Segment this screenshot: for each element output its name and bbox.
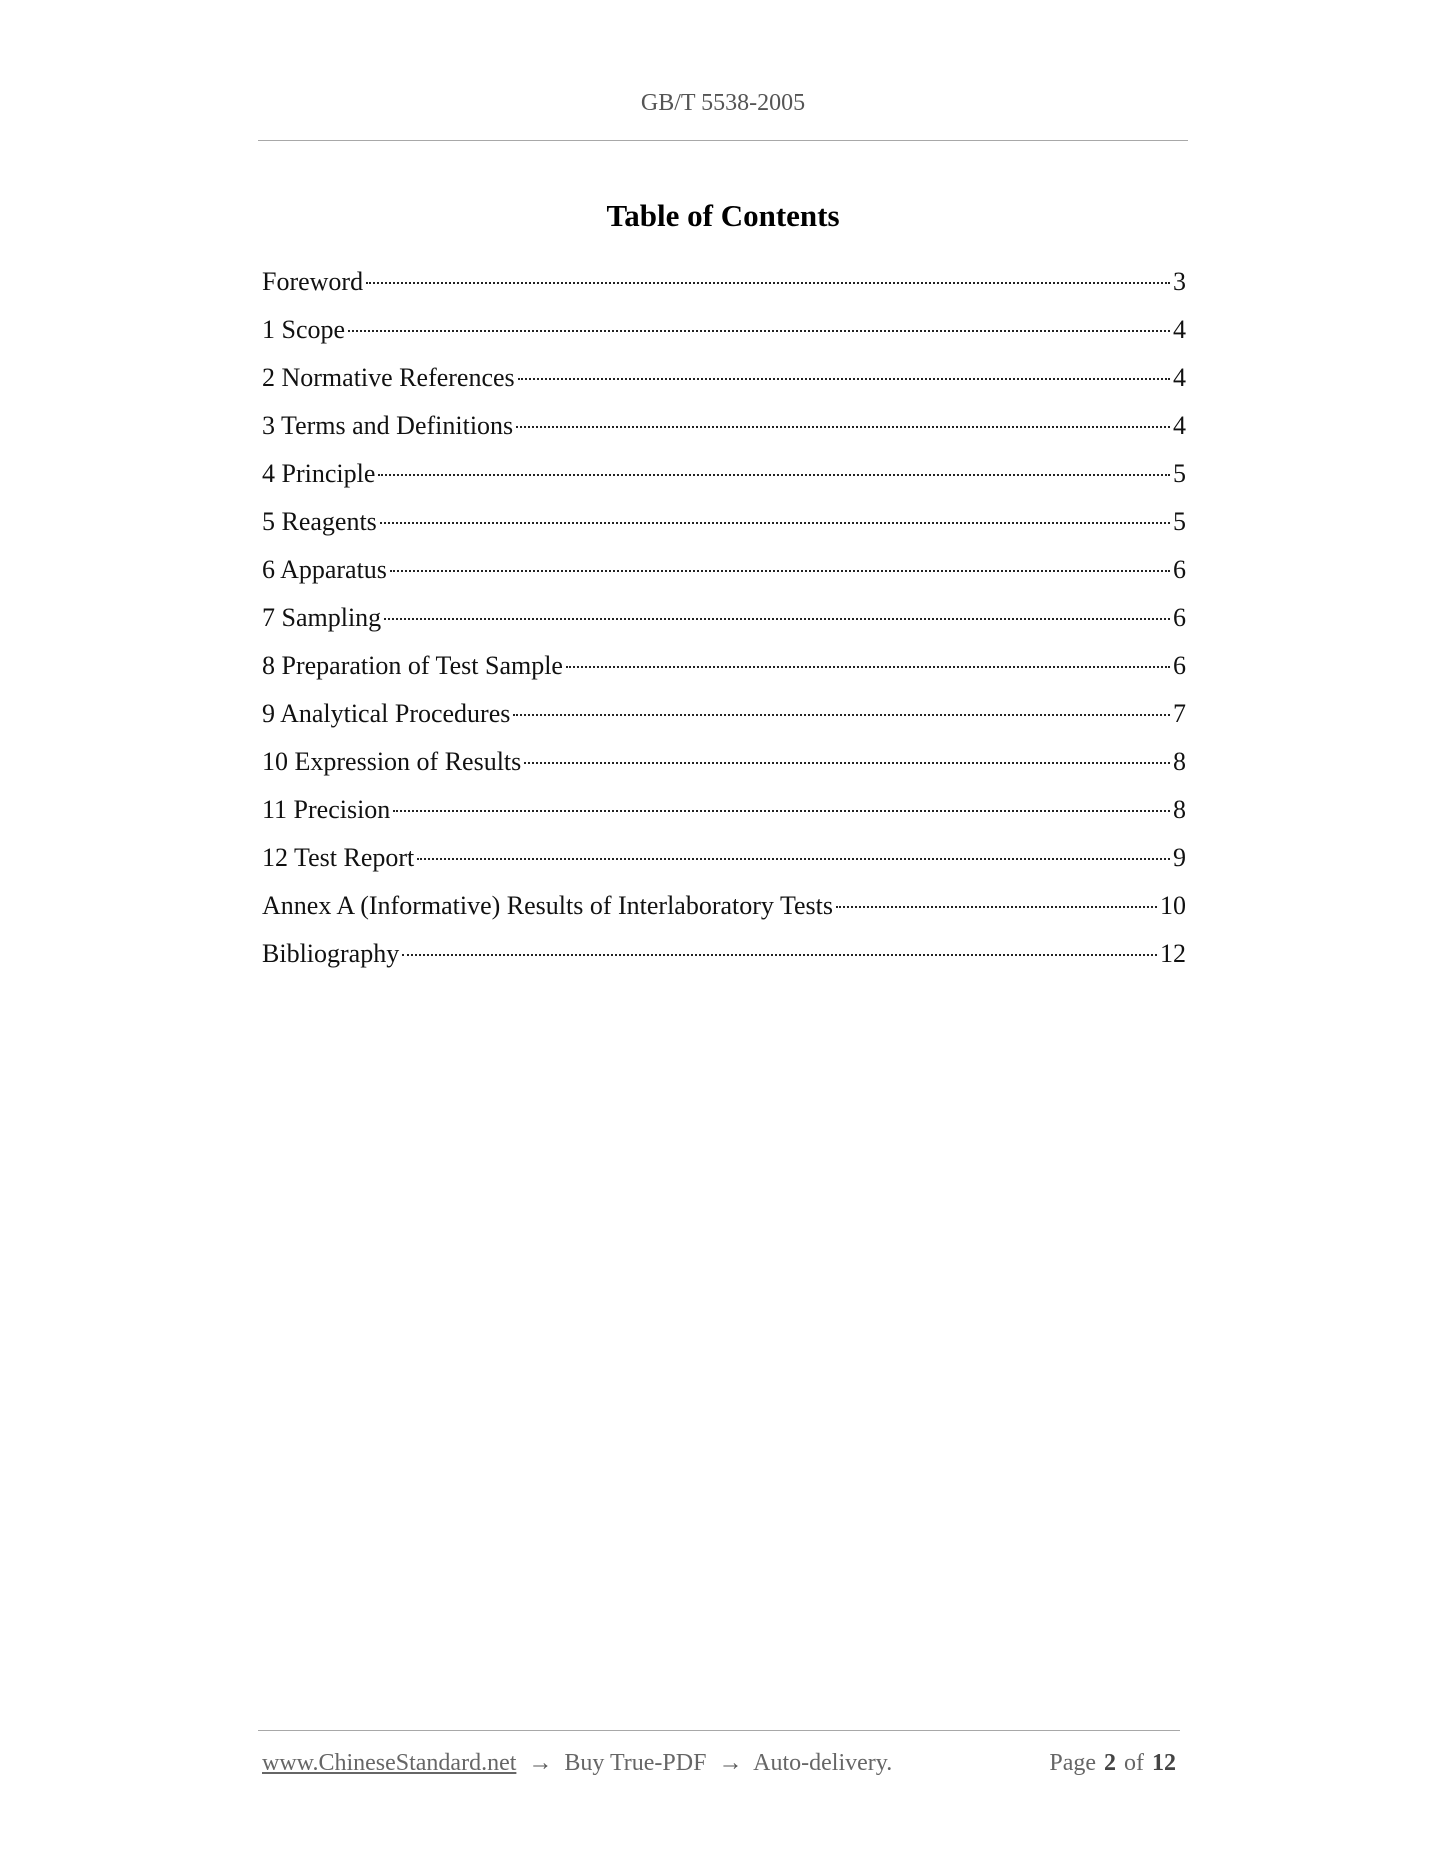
- toc-entry-label: 11 Precision: [262, 795, 391, 824]
- toc-entry-test-report[interactable]: [262, 840, 1186, 888]
- footer-divider: [258, 1730, 1180, 1731]
- toc-entry-label: 10 Expression of Results: [262, 747, 522, 776]
- toc-entry-label: 12 Test Report: [262, 843, 415, 872]
- right-arrow-icon: →: [718, 1750, 743, 1776]
- toc-entry-label: 5 Reagents: [262, 507, 377, 536]
- toc-entry-label: 3 Terms and Definitions: [262, 411, 514, 440]
- toc-entry-label: 6 Apparatus: [262, 555, 387, 584]
- toc-leader-dots: [390, 570, 1170, 572]
- footer-left: [262, 1750, 892, 1777]
- toc-entry-label: 4 Principle: [262, 459, 376, 488]
- toc-entry-label: 7 Sampling: [262, 603, 382, 632]
- page-number: [1049, 1750, 1176, 1777]
- toc-entry-normative-references[interactable]: [262, 360, 1186, 408]
- page-header-code: GB/T 5538-2005: [640, 90, 806, 116]
- toc-entry-bibliography[interactable]: [262, 936, 1186, 984]
- right-arrow-icon: →: [528, 1750, 553, 1776]
- toc-entry-preparation-test-sample[interactable]: [262, 648, 1186, 696]
- toc-entry-page: 6: [1173, 603, 1186, 632]
- toc-entry-terms-definitions[interactable]: [262, 408, 1186, 456]
- toc-entry-expression-results[interactable]: [262, 744, 1186, 792]
- toc-leader-dots: [348, 330, 1170, 332]
- toc-leader-dots: [566, 666, 1170, 668]
- toc-title: Table of Contents: [606, 198, 840, 233]
- of-word: of: [1124, 1750, 1144, 1776]
- toc-leader-dots: [393, 810, 1170, 812]
- toc-entry-label: Foreword: [262, 267, 364, 296]
- toc-leader-dots: [417, 858, 1170, 860]
- toc-leader-dots: [384, 618, 1170, 620]
- toc-entry-label: 8 Preparation of Test Sample: [262, 651, 563, 680]
- toc-entry-page: 7: [1173, 699, 1186, 728]
- toc-entry-label: Annex A (Informative) Results of Interlaboratory Tests: [262, 891, 834, 920]
- toc-entry-foreword[interactable]: [262, 264, 1186, 312]
- toc-entry-page: 10: [1160, 891, 1186, 920]
- toc-leader-dots: [513, 714, 1170, 716]
- total-pages-number: 12: [1152, 1750, 1176, 1776]
- toc-leader-dots: [836, 906, 1157, 908]
- toc-entry-page: 4: [1173, 411, 1186, 440]
- current-page-number: 2: [1104, 1750, 1116, 1776]
- toc-leader-dots: [524, 762, 1170, 764]
- toc-entry-annex-a[interactable]: [262, 888, 1186, 936]
- toc-leader-dots: [380, 522, 1170, 524]
- toc-list: [262, 264, 1186, 984]
- toc-leader-dots: [366, 282, 1170, 284]
- toc-entry-page: 8: [1173, 795, 1186, 824]
- toc-entry-page: 5: [1173, 507, 1186, 536]
- toc-entry-page: 12: [1160, 939, 1186, 968]
- toc-entry-page: 3: [1173, 267, 1186, 296]
- buy-true-pdf-text: Buy True-PDF: [564, 1750, 707, 1776]
- toc-entry-reagents[interactable]: [262, 504, 1186, 552]
- toc-entry-sampling[interactable]: [262, 600, 1186, 648]
- toc-entry-page: 4: [1173, 315, 1186, 344]
- toc-entry-label: 2 Normative References: [262, 363, 515, 392]
- toc-entry-label: Bibliography: [262, 939, 400, 968]
- toc-leader-dots: [402, 954, 1157, 956]
- toc-entry-page: 8: [1173, 747, 1186, 776]
- toc-entry-precision[interactable]: [262, 792, 1186, 840]
- auto-delivery-text: Auto-delivery.: [753, 1750, 893, 1776]
- toc-entry-page: 5: [1173, 459, 1186, 488]
- toc-entry-label: 9 Analytical Procedures: [262, 699, 511, 728]
- toc-entry-page: 9: [1173, 843, 1186, 872]
- toc-leader-dots: [518, 378, 1170, 380]
- toc-entry-principle[interactable]: [262, 456, 1186, 504]
- header-divider: [258, 140, 1188, 141]
- toc-entry-scope[interactable]: [262, 312, 1186, 360]
- toc-leader-dots: [378, 474, 1170, 476]
- toc-entry-page: 6: [1173, 555, 1186, 584]
- page-word: Page: [1049, 1750, 1096, 1776]
- site-link[interactable]: www.ChineseStandard.net: [262, 1750, 517, 1776]
- toc-entry-analytical-procedures[interactable]: [262, 696, 1186, 744]
- toc-entry-page: 4: [1173, 363, 1186, 392]
- toc-entry-page: 6: [1173, 651, 1186, 680]
- toc-entry-label: 1 Scope: [262, 315, 346, 344]
- toc-leader-dots: [516, 426, 1170, 428]
- page-footer: [262, 1750, 1180, 1786]
- toc-entry-apparatus[interactable]: [262, 552, 1186, 600]
